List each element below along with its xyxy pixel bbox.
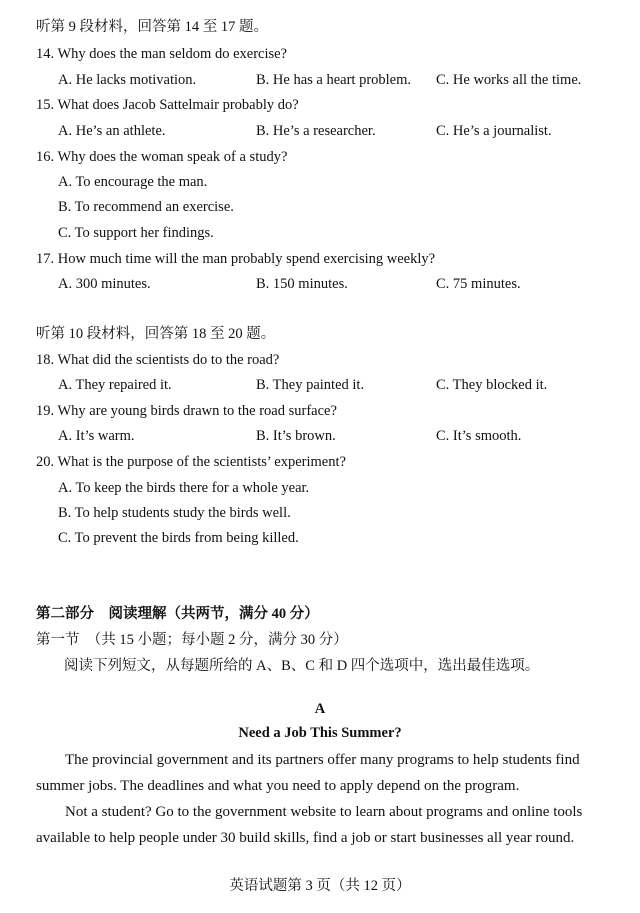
question-19-option-c: C. It’s smooth. bbox=[436, 428, 522, 444]
question-15-stem: 15. What does Jacob Sattelmair probably do? bbox=[36, 97, 299, 113]
section-heading-9: 听第 9 段材料，回答第 14 至 17 题。 bbox=[36, 19, 268, 35]
question-20-option-b: B. To help students study the birds well. bbox=[58, 505, 291, 521]
reading-instruction: 阅读下列短文，从每题所给的 A、B、C 和 D 四个选项中，选出最佳选项。 bbox=[64, 658, 540, 674]
question-14-stem: 14. Why does the man seldom do exercise? bbox=[36, 46, 287, 62]
question-17-option-a: A. 300 minutes. bbox=[58, 276, 151, 292]
question-15-option-b: B. He’s a researcher. bbox=[256, 123, 376, 139]
question-18-stem: 18. What did the scientists do to the road? bbox=[36, 352, 280, 368]
passage-paragraph-2-line-1: Not a student? Go to the government website to learn about programs and online tools bbox=[65, 804, 583, 820]
question-17-stem: 17. How much time will the man probably spend exercising weekly? bbox=[36, 251, 436, 267]
question-15-option-c: C. He’s a journalist. bbox=[436, 123, 552, 139]
question-14-option-a: A. He lacks motivation. bbox=[58, 72, 197, 88]
question-17-option-b: B. 150 minutes. bbox=[256, 276, 348, 292]
question-18-option-a: A. They repaired it. bbox=[58, 377, 172, 393]
question-18-option-b: B. They painted it. bbox=[256, 377, 365, 393]
question-20-option-a: A. To keep the birds there for a whole year. bbox=[58, 480, 310, 496]
question-15-option-a: A. He’s an athlete. bbox=[58, 123, 166, 139]
question-16-option-b: B. To recommend an exercise. bbox=[58, 199, 234, 215]
passage-title: Need a Job This Summer? bbox=[238, 725, 402, 741]
question-16-option-c: C. To support her findings. bbox=[58, 225, 214, 241]
question-20-stem: 20. What is the purpose of the scientists’ experiment? bbox=[36, 454, 346, 470]
question-18-option-c: C. They blocked it. bbox=[436, 377, 548, 393]
passage-paragraph-2-line-2: available to help people under 30 build skills, find a job or start businesses all year round. bbox=[36, 830, 575, 846]
passage-paragraph-1-line-2: summer jobs. The deadlines and what you need to apply depend on the program. bbox=[36, 778, 520, 794]
question-16-stem: 16. Why does the woman speak of a study? bbox=[36, 149, 288, 165]
question-19-option-a: A. It’s warm. bbox=[58, 428, 135, 444]
section-heading-10: 听第 10 段材料，回答第 18 至 20 题。 bbox=[36, 326, 276, 342]
question-16-option-a: A. To encourage the man. bbox=[58, 174, 208, 190]
subsection-one-title: 第一节 （共 15 小题；每小题 2 分，满分 30 分） bbox=[36, 632, 348, 648]
question-19-stem: 19. Why are young birds drawn to the road surface? bbox=[36, 403, 337, 419]
question-14-option-b: B. He has a heart problem. bbox=[256, 72, 412, 88]
question-17-option-c: C. 75 minutes. bbox=[436, 276, 521, 292]
question-19-option-b: B. It’s brown. bbox=[256, 428, 336, 444]
page-footer: 英语试题第 3 页（共 12 页） bbox=[229, 878, 411, 894]
passage-letter: A bbox=[314, 701, 326, 717]
question-20-option-c: C. To prevent the birds from being killed. bbox=[58, 530, 299, 546]
question-14-option-c: C. He works all the time. bbox=[436, 72, 582, 88]
passage-paragraph-1-line-1: The provincial government and its partners offer many programs to help students find bbox=[65, 752, 580, 768]
part-two-title: 第二部分 阅读理解（共两节，满分 40 分） bbox=[36, 606, 319, 622]
